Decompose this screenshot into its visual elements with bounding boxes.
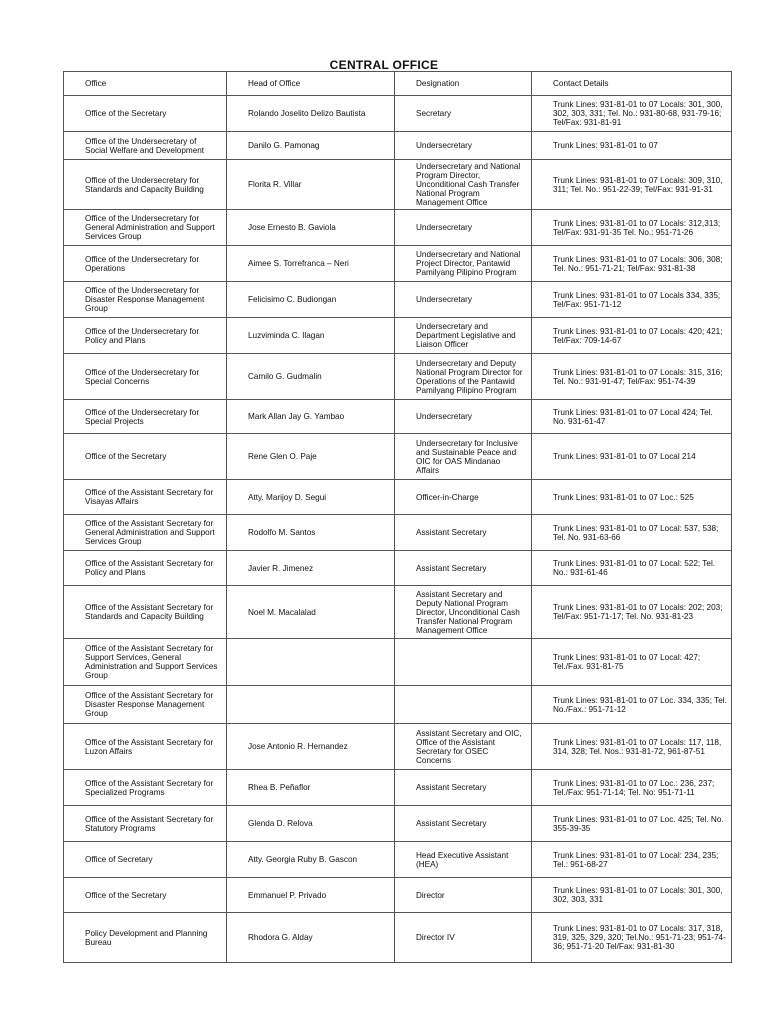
column-header-office: Office: [64, 72, 227, 96]
table-row: [64, 913, 732, 963]
contact-details-cell: Trunk Lines: 931-81-01 to 07 Locals 334, 335; Tel/Fax: 951-71-12: [532, 282, 732, 318]
head-of-office-cell: [227, 639, 395, 686]
office-cell: Office of the Undersecretary for Special Projects: [64, 400, 227, 434]
designation-cell: Undersecretary and Department Legislative and Liaison Officer: [395, 318, 532, 354]
head-of-office-cell: Jose Ernesto B. Gaviola: [227, 210, 395, 246]
table-row: [64, 586, 732, 639]
table-row: [64, 160, 732, 210]
office-cell: Office of the Secretary: [64, 96, 227, 132]
head-of-office-cell: Felicisimo C. Budiongan: [227, 282, 395, 318]
contact-details-cell: Trunk Lines: 931-81-01 to 07 Loc. 425; Tel. No. 355-39-35: [532, 806, 732, 842]
designation-cell: Head Executive Assistant (HEA): [395, 842, 532, 878]
central-office-directory-table: [63, 71, 732, 963]
office-cell: Office of the Secretary: [64, 434, 227, 480]
head-of-office-cell: Noel M. Macalalad: [227, 586, 395, 639]
head-of-office-cell: Emmanuel P. Privado: [227, 878, 395, 913]
contact-details-cell: Trunk Lines: 931-81-01 to 07 Local: 234, 235; Tel.: 951-68-27: [532, 842, 732, 878]
office-cell: Office of the Undersecretary for General Administration and Support Services Group: [64, 210, 227, 246]
contact-details-cell: Trunk Lines: 931-81-01 to 07 Local: 427; Tel./Fax. 931-81-75: [532, 639, 732, 686]
contact-details-cell: Trunk Lines: 931-81-01 to 07 Locals: 306, 308; Tel. No.: 951-71-21; Tel/Fax: 931-81-38: [532, 246, 732, 282]
office-cell: Office of the Undersecretary for Operations: [64, 246, 227, 282]
contact-details-cell: Trunk Lines: 931-81-01 to 07 Locals: 315, 316; Tel. No.: 931-91-47; Tel/Fax: 951-74-39: [532, 354, 732, 400]
table-row: [64, 686, 732, 724]
head-of-office-cell: Danilo G. Pamonag: [227, 132, 395, 160]
table-row: [64, 842, 732, 878]
head-of-office-cell: Rene Glen O. Paje: [227, 434, 395, 480]
contact-details-cell: Trunk Lines: 931-81-01 to 07 Locals: 312,313; Tel/Fax: 931-91-35 Tel. No.: 951-71-26: [532, 210, 732, 246]
contact-details-cell: Trunk Lines: 931-81-01 to 07 Locals: 420; 421; Tel/Fax: 709-14-67: [532, 318, 732, 354]
head-of-office-cell: Florita R. Villar: [227, 160, 395, 210]
contact-details-cell: Trunk Lines: 931-81-01 to 07 Loc.: 525: [532, 480, 732, 515]
designation-cell: Undersecretary: [395, 282, 532, 318]
office-cell: Office of the Assistant Secretary for Visayas Affairs: [64, 480, 227, 515]
office-cell: Office of the Assistant Secretary for Support Services, General Administration and Support Services Group: [64, 639, 227, 686]
head-of-office-cell: Rhea B. Peñaflor: [227, 770, 395, 806]
office-cell: Office of the Undersecretary of Social Welfare and Development: [64, 132, 227, 160]
head-of-office-cell: Rolando Joselito Delizo Bautista: [227, 96, 395, 132]
designation-cell: Undersecretary: [395, 400, 532, 434]
head-of-office-cell: Atty. Georgia Ruby B. Gascon: [227, 842, 395, 878]
contact-details-cell: Trunk Lines: 931-81-01 to 07 Locals: 317, 318, 319, 325, 329, 320; Tel.No.: 951-71-23; 951-74-36; 951-71-20 Tel/Fax: 931-81-30: [532, 913, 732, 963]
table-row: [64, 639, 732, 686]
office-cell: Office of the Undersecretary for Standards and Capacity Building: [64, 160, 227, 210]
table-row: [64, 770, 732, 806]
contact-details-cell: Trunk Lines: 931-81-01 to 07 Locals: 301, 300, 302, 303, 331; Tel. No.: 931-80-68, 931-79-16; Tel/Fax: 931-81-91: [532, 96, 732, 132]
contact-details-cell: Trunk Lines: 931-81-01 to 07 Local 424; Tel. No. 931-61-47: [532, 400, 732, 434]
designation-cell: Undersecretary: [395, 132, 532, 160]
contact-details-cell: Trunk Lines: 931-81-01 to 07 Locals: 301, 300, 302, 303, 331: [532, 878, 732, 913]
table-row: [64, 96, 732, 132]
office-cell: Office of the Assistant Secretary for General Administration and Support Services Group: [64, 515, 227, 551]
table-row: [64, 354, 732, 400]
designation-cell: Assistant Secretary and Deputy National Program Director, Unconditional Cash Transfer National Program Management Office: [395, 586, 532, 639]
table-row: [64, 318, 732, 354]
designation-cell: Assistant Secretary: [395, 515, 532, 551]
contact-details-cell: Trunk Lines: 931-81-01 to 07 Local 214: [532, 434, 732, 480]
contact-details-cell: Trunk Lines: 931-81-01 to 07 Locals: 202; 203; Tel/Fax: 951-71-17; Tel. No. 931-81-23: [532, 586, 732, 639]
table-row: [64, 878, 732, 913]
head-of-office-cell: Javier R. Jimenez: [227, 551, 395, 586]
table-row: [64, 480, 732, 515]
table-row: [64, 246, 732, 282]
column-header-contact-details: Contact Details: [532, 72, 732, 96]
head-of-office-cell: Jose Antonio R. Hernandez: [227, 724, 395, 770]
table-row: [64, 400, 732, 434]
contact-details-cell: Trunk Lines: 931-81-01 to 07 Locals: 117, 118, 314, 328; Tel. Nos.: 931-81-72, 961-87-51: [532, 724, 732, 770]
office-cell: Office of the Assistant Secretary for Policy and Plans: [64, 551, 227, 586]
column-header-designation: Designation: [395, 72, 532, 96]
head-of-office-cell: Mark Allan Jay G. Yambao: [227, 400, 395, 434]
table-row: [64, 210, 732, 246]
office-cell: Office of the Secretary: [64, 878, 227, 913]
designation-cell: Assistant Secretary: [395, 770, 532, 806]
contact-details-cell: Trunk Lines: 931-81-01 to 07 Loc. 334, 335; Tel. No./Fax.: 951-71-12: [532, 686, 732, 724]
table-row: [64, 282, 732, 318]
table-row: [64, 515, 732, 551]
designation-cell: Undersecretary: [395, 210, 532, 246]
table-header-row: [64, 72, 732, 96]
contact-details-cell: Trunk Lines: 931-81-01 to 07: [532, 132, 732, 160]
page-title: CENTRAL OFFICE: [329, 58, 439, 72]
designation-cell: Assistant Secretary: [395, 551, 532, 586]
designation-cell: Undersecretary for Inclusive and Sustainable Peace and OIC for OAS Mindanao Affairs: [395, 434, 532, 480]
designation-cell: [395, 686, 532, 724]
table-row: [64, 806, 732, 842]
table-row: [64, 724, 732, 770]
table-row: [64, 132, 732, 160]
contact-details-cell: Trunk Lines: 931-81-01 to 07 Loc.: 236, 237; Tel./Fax: 951-71-14; Tel. No: 951-71-11: [532, 770, 732, 806]
contact-details-cell: Trunk Lines: 931-81-01 to 07 Local: 537, 538; Tel. No. 931-63-66: [532, 515, 732, 551]
designation-cell: Director IV: [395, 913, 532, 963]
office-cell: Office of the Undersecretary for Policy and Plans: [64, 318, 227, 354]
office-cell: Office of the Assistant Secretary for Luzon Affairs: [64, 724, 227, 770]
head-of-office-cell: Rhodora G. Alday: [227, 913, 395, 963]
head-of-office-cell: Atty. Marijoy D. Segui: [227, 480, 395, 515]
head-of-office-cell: Aimee S. Torrefranca – Neri: [227, 246, 395, 282]
office-cell: Office of the Assistant Secretary for Disaster Response Management Group: [64, 686, 227, 724]
contact-details-cell: Trunk Lines: 931-81-01 to 07 Locals: 309, 310, 311; Tel. No.: 951-22-39; Tel/Fax: 931-91-31: [532, 160, 732, 210]
column-header-head-of-office: Head of Office: [227, 72, 395, 96]
office-cell: Office of the Undersecretary for Special Concerns: [64, 354, 227, 400]
office-cell: Office of the Assistant Secretary for Standards and Capacity Building: [64, 586, 227, 639]
table-row: [64, 434, 732, 480]
office-cell: Office of the Undersecretary for Disaster Response Management Group: [64, 282, 227, 318]
designation-cell: Undersecretary and National Program Director, Unconditional Cash Transfer National Program Management Office: [395, 160, 532, 210]
designation-cell: Officer-in-Charge: [395, 480, 532, 515]
office-cell: Policy Development and Planning Bureau: [64, 913, 227, 963]
head-of-office-cell: [227, 686, 395, 724]
contact-details-cell: Trunk Lines: 931-81-01 to 07 Local: 522; Tel. No.: 931-61-46: [532, 551, 732, 586]
office-cell: Office of the Assistant Secretary for Statutory Programs: [64, 806, 227, 842]
designation-cell: Secretary: [395, 96, 532, 132]
office-cell: Office of the Assistant Secretary for Specialized Programs: [64, 770, 227, 806]
designation-cell: Assistant Secretary and OIC, Office of the Assistant Secretary for OSEC Concerns: [395, 724, 532, 770]
head-of-office-cell: Glenda D. Relova: [227, 806, 395, 842]
designation-cell: Undersecretary and National Project Director, Pantawid Pamilyang Pilipino Program: [395, 246, 532, 282]
head-of-office-cell: Camilo G. Gudmalin: [227, 354, 395, 400]
head-of-office-cell: Luzviminda C. Ilagan: [227, 318, 395, 354]
designation-cell: Director: [395, 878, 532, 913]
head-of-office-cell: Rodolfo M. Santos: [227, 515, 395, 551]
designation-cell: Assistant Secretary: [395, 806, 532, 842]
table-row: [64, 551, 732, 586]
office-cell: Office of Secretary: [64, 842, 227, 878]
designation-cell: [395, 639, 532, 686]
designation-cell: Undersecretary and Deputy National Program Director for Operations of the Pantawid Pamilyang Pilipino Program: [395, 354, 532, 400]
